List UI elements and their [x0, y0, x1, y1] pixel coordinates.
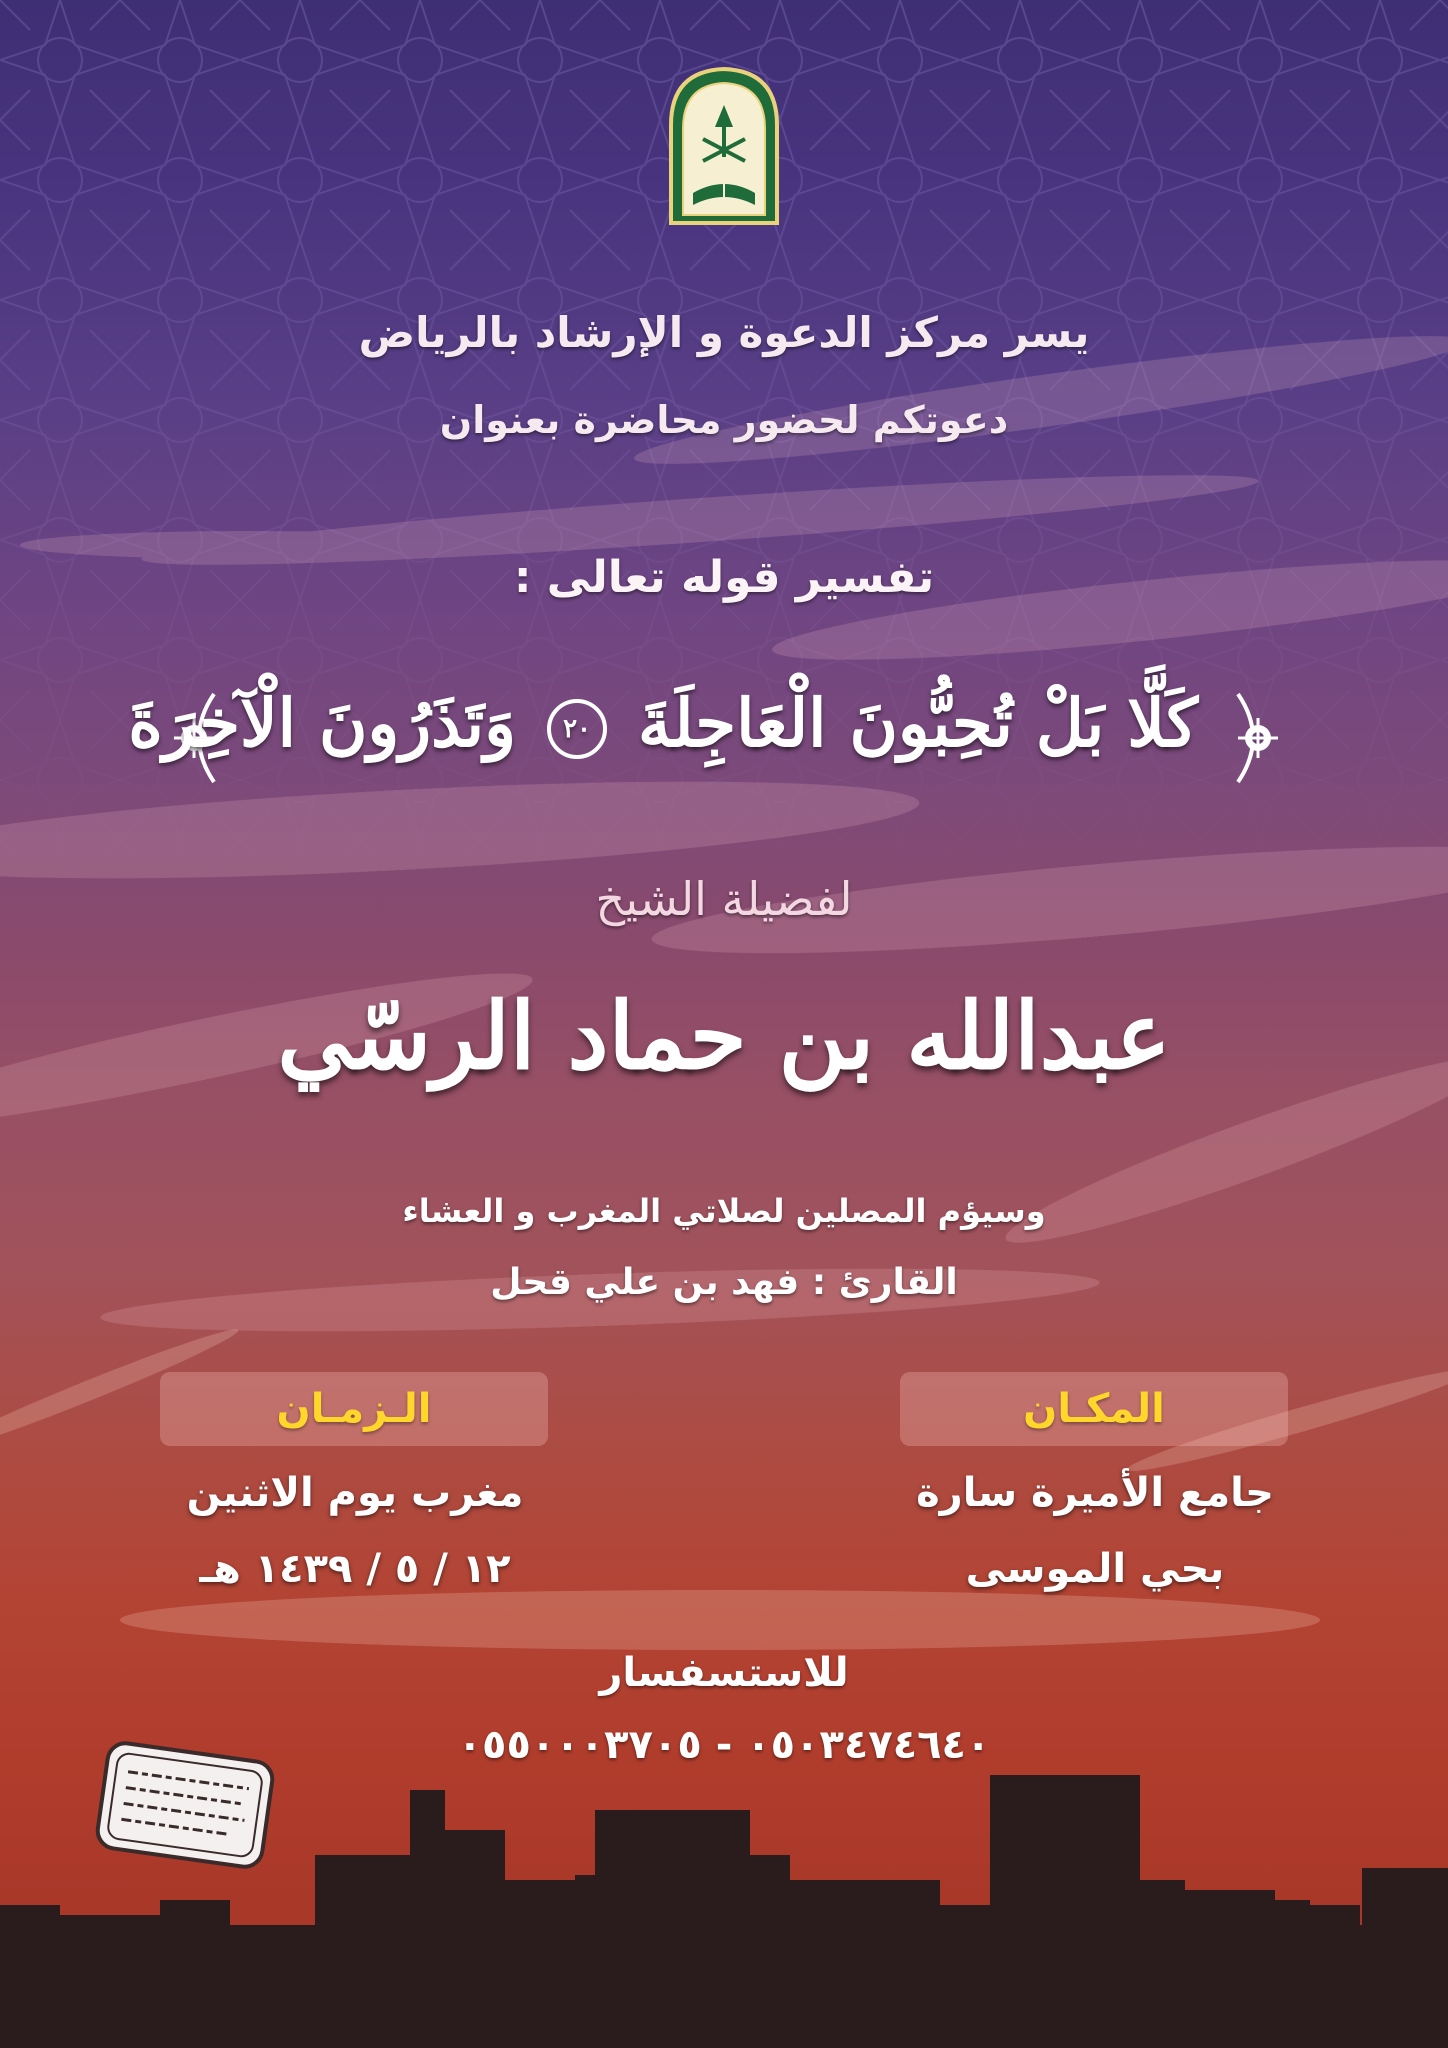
approval-stamp-icon — [90, 1740, 280, 1870]
tafsir-label: تفسير قوله تعالى : — [513, 552, 935, 603]
speaker-title: لفضيلة الشيخ — [595, 872, 853, 926]
quran-verse — [128, 684, 1198, 762]
place-mosque: جامع الأميرة سارة — [916, 1470, 1274, 1516]
reader-name: القارئ : فهد بن علي قحل — [490, 1262, 958, 1303]
organizer-line: يسر مركز الدعوة و الإرشاد بالرياض — [358, 308, 1090, 357]
time-label-badge: الـزمـان — [160, 1372, 548, 1446]
time-day: مغرب يوم الاثنين — [186, 1470, 524, 1516]
ministry-emblem-icon — [667, 65, 781, 225]
place-district: بحي الموسى — [965, 1546, 1225, 1592]
phone-numbers: ٠٥٠٣٤٧٤٦٤٠ - ٠٥٥٠٠٠٣٧٠٥ — [457, 1722, 991, 1768]
inquiry-label: للاستسفسار — [599, 1650, 849, 1696]
star-ornament-icon — [1222, 690, 1282, 786]
prayers-note: وسيؤم المصلين لصلاتي المغرب و العشاء — [402, 1192, 1046, 1230]
time-date: ١٢ / ٥ / ١٤٣٩ هـ — [199, 1546, 511, 1592]
verse-part-2: وَتَذَرُونَ الْآخِرَةَ — [128, 684, 517, 762]
speaker-name: عبدالله بن حماد الرسّي — [277, 982, 1171, 1090]
ayah-number-mark: ٢٠ — [547, 699, 607, 759]
invitation-line: دعوتكم لحضور محاضرة بعنوان — [439, 398, 1009, 442]
verse-row — [0, 678, 1448, 798]
verse-part-1: كَلَّا بَلْ تُحِبُّونَ الْعَاجِلَةَ — [638, 684, 1198, 762]
place-label-badge: المكـان — [900, 1372, 1288, 1446]
